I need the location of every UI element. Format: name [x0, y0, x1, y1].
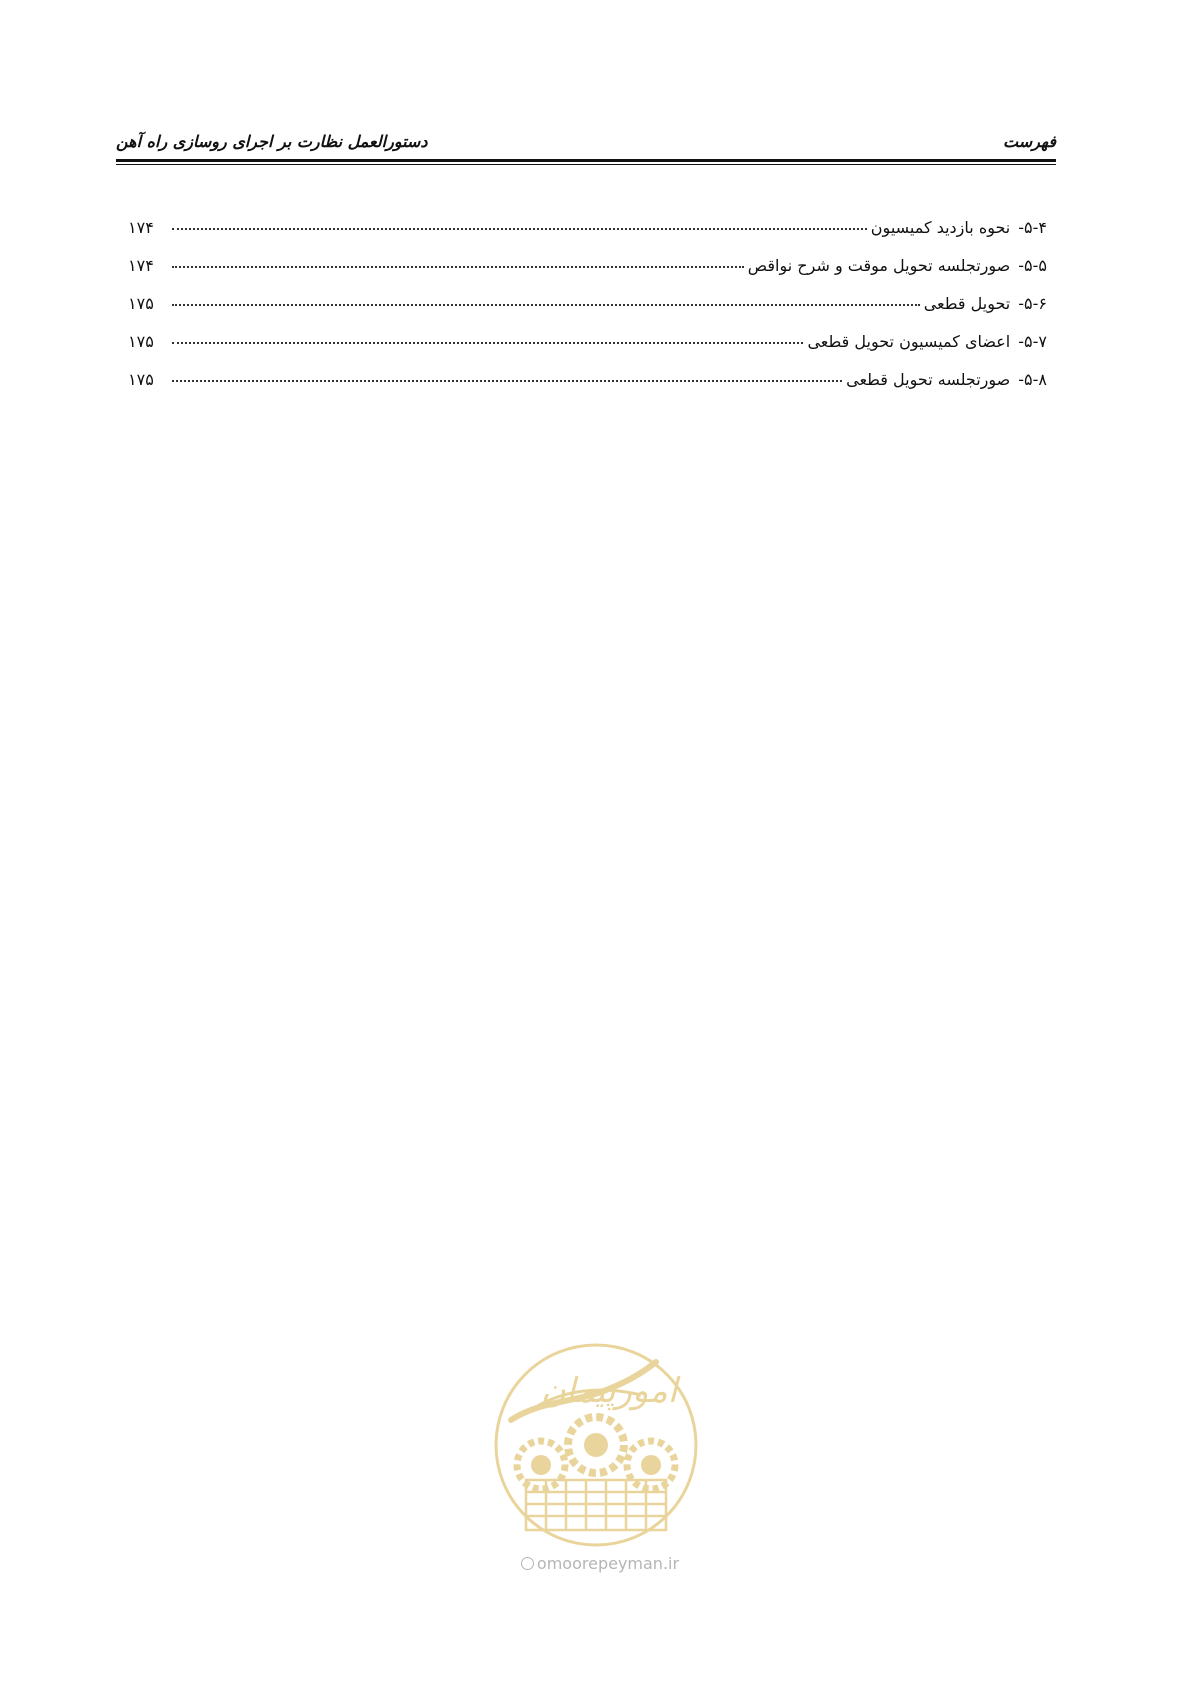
toc-entry-page: ۱۷۵ [128, 332, 154, 351]
toc-dot-leader [172, 342, 803, 344]
watermark-url [500, 1554, 700, 1573]
watermark-url-text: omoorepeyman.ir [536, 1554, 680, 1573]
toc-entry-title: صورتجلسه تحویل موقت و شرح نواقص [747, 256, 1011, 275]
toc-entry[interactable] [128, 294, 1047, 332]
table-of-contents [128, 218, 1047, 408]
toc-entry-title: نحوه بازدید کمیسیون [870, 218, 1011, 237]
page-header [116, 128, 1056, 158]
globe-icon [521, 1557, 534, 1570]
toc-entry-number: ۵-۶- [1018, 294, 1047, 313]
book-title: دستورالعمل نظارت بر اجرای روسازی راه آهن [116, 132, 428, 151]
toc-entry-page: ۱۷۴ [128, 256, 154, 275]
toc-dot-leader [172, 266, 744, 268]
header-divider-thick [116, 159, 1056, 162]
watermark-logo-text: امورپیمان [540, 1371, 678, 1411]
toc-entry[interactable] [128, 218, 1047, 256]
header-divider-thin [116, 164, 1056, 165]
toc-entry-number: ۵-۴- [1018, 218, 1047, 237]
toc-entry-title: اعضای کمیسیون تحویل قطعی [807, 332, 1011, 351]
toc-entry-number: ۵-۸- [1018, 370, 1047, 389]
toc-entry[interactable] [128, 370, 1047, 408]
toc-entry-page: ۱۷۵ [128, 294, 154, 313]
toc-dot-leader [172, 380, 842, 382]
toc-entry-number: ۵-۷- [1018, 332, 1047, 351]
watermark-logo-icon [491, 1340, 701, 1550]
toc-entry-title: صورتجلسه تحویل قطعی [846, 370, 1011, 389]
toc-entry-page: ۱۷۵ [128, 370, 154, 389]
toc-entry-number: ۵-۵- [1018, 256, 1047, 275]
toc-entry-title: تحویل قطعی [923, 294, 1011, 313]
section-title: فهرست [1003, 132, 1056, 151]
toc-entry[interactable] [128, 332, 1047, 370]
toc-dot-leader [172, 304, 920, 306]
toc-dot-leader [172, 228, 867, 230]
toc-entry[interactable] [128, 256, 1047, 294]
toc-entry-page: ۱۷۴ [128, 218, 154, 237]
